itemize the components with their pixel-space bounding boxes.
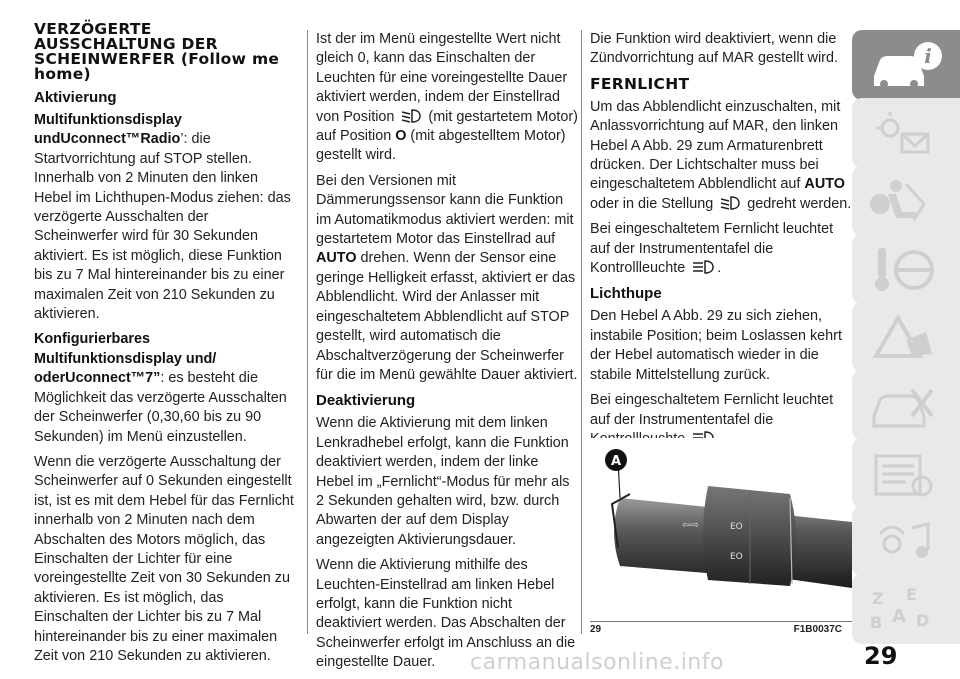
paragraph: Wenn die Aktivierung mithilfe des Leuchten-Einstellrad am linken Hebel erfolgt, kann die Funktion nicht deaktiviert werden. Das Abschalten der Scheinwerfer erfolgt im Anschluss an die eingestellte Dauer. [316,557,576,671]
chapter-sidebar [852,30,960,630]
svg-text:i: i [924,44,932,68]
tab-index[interactable] [852,574,960,644]
auto-label: AUTO [804,176,845,193]
dipped-beam-icon [719,195,741,211]
tab-dashboard-info[interactable] [852,30,960,100]
column-2 [316,30,578,679]
tab-technical-data[interactable] [852,438,960,508]
svg-text:E: E [906,585,917,604]
period: . [717,430,722,447]
tab-maintenance[interactable] [852,370,960,440]
column-3 [590,30,852,455]
airbag-seat-icon [866,174,946,230]
paragraph-text: Bei den Versionen mit Dämmerungssensor kann die Funktion im Automatikmodus aktiviert werden: mit gestartetem Motor das Einstellrad auf [316,172,574,248]
technical-data-icon [866,446,946,502]
paragraph-text: (mit gestartetem Motor) auf Position [316,108,578,145]
column-1 [34,22,296,672]
tab-safety[interactable] [852,166,960,236]
svg-text:EO: EO [730,552,743,562]
svg-text:EO: EO [730,522,743,532]
car-info-icon [866,38,946,94]
paragraph [34,111,296,324]
paragraph: Wenn die Aktivierung mit dem linken Lenkradhebel erfolgt, kann die Funktion deaktiviert werden, indem der linke Hebel im „Fernlicht“-Modus für mehr als 2 Sekunden gehalten wird, bzw. durch Abwarten der auf dem Display angezeigten Aktivierungsdauer. [316,415,570,548]
index-icon [866,582,946,638]
paragraph-text: Bei eingeschaltetem Fernlicht leuchtet auf der Instrumententafel die Kontrollleuchte [590,221,834,277]
figure-29 [590,438,852,638]
figure-code: F1B0037C [793,624,842,635]
svg-text:A: A [892,606,906,627]
section-heading-high-beam: FERNLICHT [590,74,690,93]
watermark: carmanualsonline.info [470,650,724,675]
paragraph: Wenn die verzögerte Ausschaltung der Scheinwerfer auf 0 Sekunden eingestellt ist, ist es mit dem Hebel für das Fernlicht innerhalb von 2 Minuten nach dem Abschalten des Motors möglich, das Einschalten der Lichter für eine voreingestellte Zeit von 30 Sekunden zu aktivieren. Es ist möglich, das Einschalten der Lichter bis zu 7 Mal hintereinander bis zu einer maximalen Zeit von 210 Sekunden zu aktivieren. [34,453,294,664]
tab-starting-driving[interactable] [852,234,960,304]
column-divider [307,30,308,634]
paragraph-text: (mit abgestelltem Motor) gestellt wird. [316,128,566,164]
paragraph: Die Funktion wird deaktiviert, wenn die Zündvorrichtung auf MAR gestellt wird. [590,31,838,67]
paragraph [590,98,852,214]
callout-a-label: A [610,454,622,469]
paragraph-text: oder in die Stellung [590,195,714,212]
paragraph [34,330,296,446]
period: . [717,260,722,277]
tab-emergency[interactable] [852,302,960,372]
svg-text:D: D [916,611,930,630]
key-steering-icon [866,242,946,298]
figure-number: 29 [590,624,602,635]
position-o-label: O [395,128,407,145]
tab-multimedia[interactable] [852,506,960,576]
subheading-headlight-flash: Lichthupe [590,285,662,303]
paragraph [316,30,578,166]
service-tools-icon [866,378,946,434]
page-number: 29 [864,642,898,670]
svg-text:B: B [870,613,883,632]
paragraph-text: ’: die Startvorrichtung auf STOP stellen. Innerhalb von 2 Minuten den linken Hebel im Lichthupen-Modus ziehen: das verzögerte Ausschalten der Scheinwerfer wird für 30 Sekunden aktiviert. Es ist möglich, diese Funktion bis zu 7 Mal hintereinander bis zu einer maximalen Zeit von 210 Sekunden zu aktivieren. [34,131,291,323]
paragraph-text: drehen. Wenn der Sensor eine geringe Helligkeit erfasst, aktiviert er das Abblendlicht. Wird der Anlasser mit eingeschaltetem Abblendlicht auf STOP gestellt, wird automatisch die Abschaltverzögerung der Scheinwerfer für die im Menü gewählte Dauer aktiviert. [316,250,578,383]
paragraph-text: gedreht werden. [747,195,852,212]
svg-text:⇦⇨: ⇦⇨ [682,520,699,531]
svg-text:Z: Z [872,589,884,608]
warning-lights-icon [866,106,946,162]
bold-label: Konfigurierbares Multifunktionsdisplay und/ oderUconnect™7” [34,331,217,387]
paragraph [316,172,578,385]
multimedia-icon [866,514,946,570]
tab-safety-lights[interactable] [852,98,960,168]
section-heading-follow-me-home: VERZÖGERTE AUSSCHALTUNG DER SCHEINWERFER (Follow me home) [34,20,280,83]
subheading-activation: Aktivierung [34,89,117,106]
paragraph [590,220,852,278]
high-beam-icon [691,259,715,275]
light-stalk-illustration [590,438,852,618]
paragraph-text: Um das Abblendlicht einzuschalten, mit Anlassvorrichtung auf MAR, den linken Hebel A Abb. 29 zum Armaturenbrett drücken. Der Lichtschalter muss bei eingeschaltetem Abblendlicht auf [590,98,841,193]
auto-label: AUTO [316,250,357,267]
column-divider [581,30,582,634]
paragraph-text: Ist der im Menü eingestellte Wert nicht gleich 0, kann das Einschalten der Leuchten für eine voreingestellte Dauer aktiviert werden, indem der Einstellrad von Position [316,31,568,125]
hazard-triangle-icon [866,310,946,366]
dipped-beam-icon [400,108,422,124]
figure-caption-rule [590,621,852,622]
paragraph-text: : es besteht die Möglichkeit das verzögerte Ausschalten der Scheinwerfer (0,30,60 bis zu 90 Sekunden) im Menü einzustellen. [34,370,287,445]
bold-label: Multifunktionsdisplay undUconnect™Radio [34,112,182,148]
paragraph-text: Bei eingeschaltetem Fernlicht leuchtet auf der Instrumententafel die Kontrollleuchte [590,392,834,447]
subheading-deactivation: Deaktivierung [316,392,416,410]
paragraph: Den Hebel A Abb. 29 zu sich ziehen, instabile Position; beim Loslassen kehrt der Hebel automatisch wieder in die stabile Mittelstellung zurück. [590,308,842,383]
